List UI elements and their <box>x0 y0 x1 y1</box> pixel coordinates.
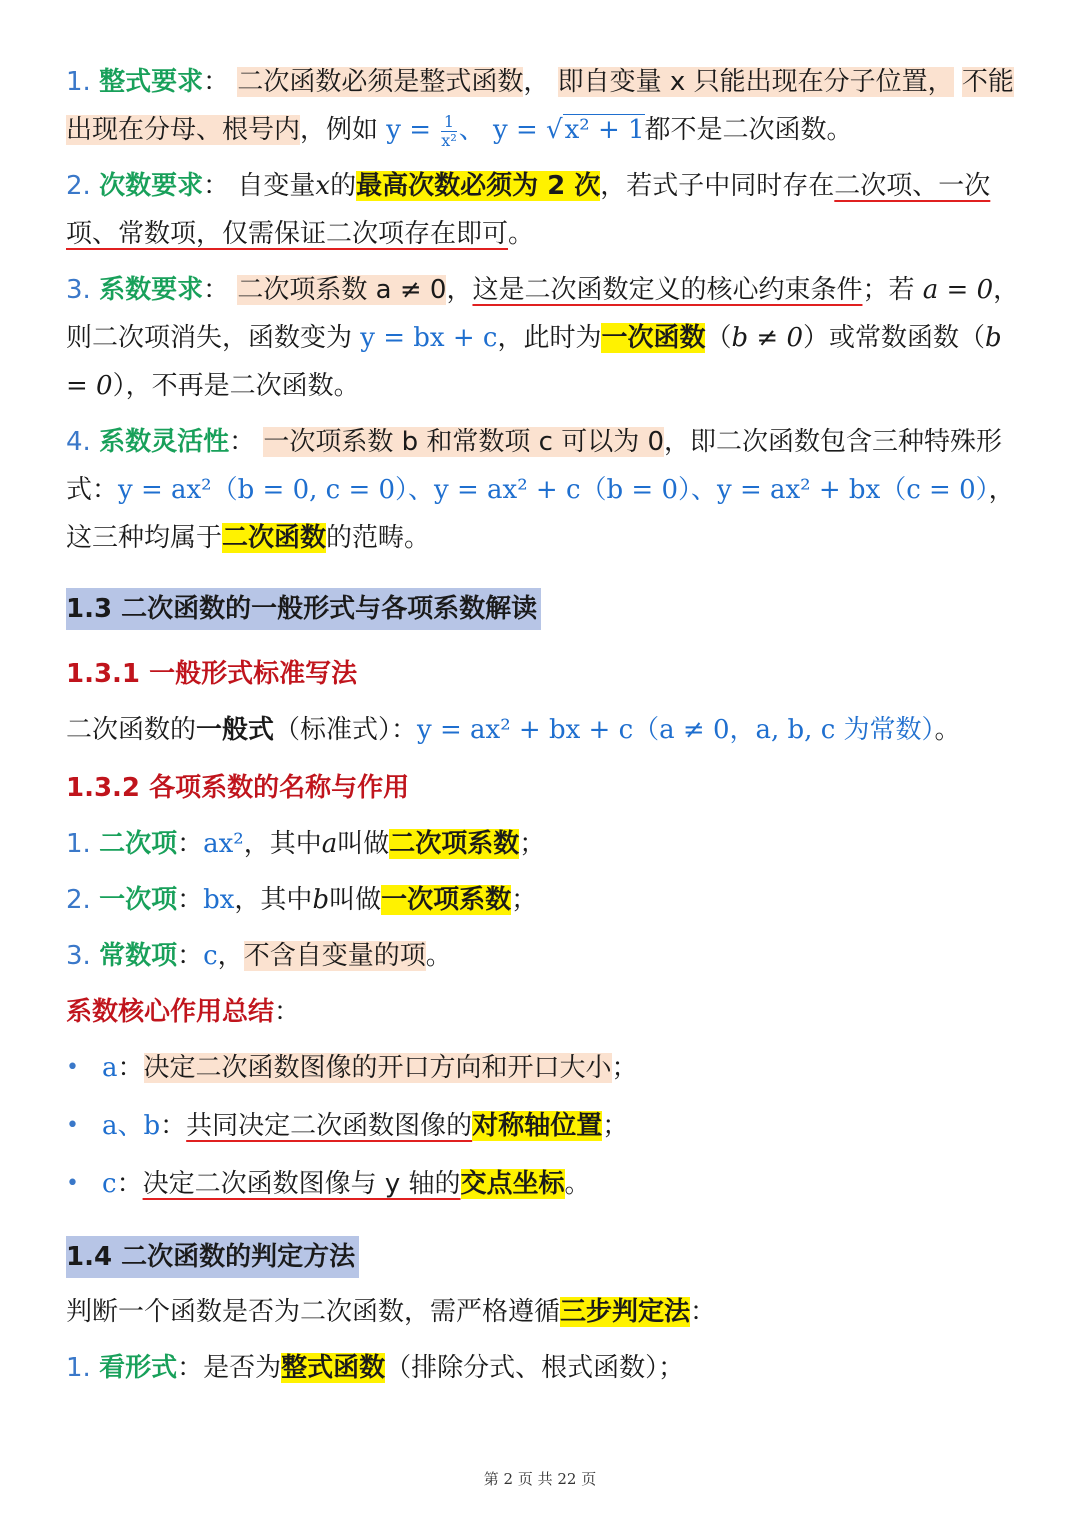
math-expression: y = ax²（b = 0, c = 0）、y = ax² + c（b = 0）、y = ax² + bx（c = 0） <box>118 475 989 505</box>
list-item: • c：决定二次函数图像与 y 轴的交点坐标。 <box>66 1160 1026 1208</box>
underlined-text: 二次项、一次项、常数项，仅需保证二次项存在即可 <box>66 171 991 249</box>
math-expression: y = $\frac{1}{\text{x²}}$ <box>386 111 457 150</box>
bullet-icon: • <box>66 1113 79 1138</box>
math-expression: y = √x² + 1 <box>493 115 645 145</box>
item-title: 次数要求 <box>99 171 204 201</box>
math-expression: y = ax² + bx + c（a ≠ 0，a, b, c 为常数） <box>417 715 935 745</box>
list-item: • a、b：共同决定二次函数图像的对称轴位置； <box>66 1102 1026 1150</box>
item-title: 系数灵活性 <box>99 427 230 457</box>
item-coefficient-flexibility: 4. 系数灵活性： 一次项系数 b 和常数项 c 可以为 0，即二次函数包含三种特殊形式：y = ax²（b = 0, c = 0）、y = ax² + c（b = 0）、y = ax² + bx（c = 0），这三种均属于二次函数的范畴。 <box>66 427 1015 553</box>
underlined-text: 共同决定二次函数图像的 <box>186 1111 473 1141</box>
highlight-text: 不含自变量的项 <box>243 941 426 971</box>
item-integer-requirement: 1. 整式要求： 二次函数必须是整式函数， 即自变量 x 只能出现在分子位置， 不能出现在分母、根号内，例如 y = $\frac{1}{\text{x²}}$ 、 y = √x² + 1都不是二次函数。 <box>66 67 1014 150</box>
item-coefficient-requirement: 3. 系数要求： 二次项系数 a ≠ 0，这是二次函数定义的核心约束条件；若 a = 0，则二次项消失，函数变为 y = bx + c，此时为一次函数（b ≠ 0）或常数函数（b = 0），不再是二次函数。 <box>66 275 1020 401</box>
subsection-heading-1-3-2: 1.3.2 各项系数的名称与作用 <box>66 773 410 803</box>
highlight-text: 决定二次函数图像的开口方向和开口大小 <box>143 1053 612 1083</box>
item-number: 1. <box>66 67 91 97</box>
highlight-text: 整式函数 <box>281 1353 386 1383</box>
highlight-text: 一次项系数 <box>381 885 512 915</box>
summary-heading: 系数核心作用总结： <box>66 997 301 1027</box>
subsection-heading-1-3-1: 1.3.1 一般形式标准写法 <box>66 659 358 689</box>
item-title: 一次项 <box>99 885 178 915</box>
highlight-text: 对称轴位置 <box>472 1111 603 1141</box>
item-number: 2. <box>66 171 91 201</box>
general-form-paragraph: 二次函数的一般式（标准式）：y = ax² + bx + c（a ≠ 0，a, b, c 为常数）。 <box>66 715 961 745</box>
item-number: 4. <box>66 427 91 457</box>
bullet-icon: • <box>66 1171 79 1196</box>
page-footer: 第 2 页 共 22 页 <box>483 1470 597 1488</box>
highlight-text: 最高次数必须为 2 次 <box>356 171 601 201</box>
highlight-text: 即自变量 x 只能出现在分子位置， <box>557 67 954 97</box>
highlight-text: 一次项系数 b 和常数项 c 可以为 0 <box>263 427 665 457</box>
term-linear: 2. 一次项：bx，其中b叫做一次项系数； <box>66 885 538 915</box>
list-item: • a：决定二次函数图像的开口方向和开口大小； <box>66 1044 1026 1092</box>
underlined-text: 这是二次函数定义的核心约束条件 <box>472 275 863 305</box>
item-title: 看形式 <box>99 1353 178 1383</box>
item-number: 3. <box>66 275 91 305</box>
fraction: $\frac{1}{\text{x²}}$ <box>441 111 457 150</box>
judgement-step-1: 1. 看形式：是否为整式函数（排除分式、根式函数）； <box>66 1353 685 1383</box>
judgement-intro: 判断一个函数是否为二次函数，需严格遵循三步判定法： <box>66 1297 717 1327</box>
highlight-text: 不能出现在分母、根号内 <box>66 67 1014 145</box>
term-constant: 3. 常数项：c，不含自变量的项。 <box>66 941 452 971</box>
item-title: 系数要求 <box>99 275 204 305</box>
item-title: 二次项 <box>99 829 178 859</box>
item-title: 整式要求 <box>99 67 204 97</box>
item-title: 常数项 <box>99 941 178 971</box>
highlight-text: 交点坐标 <box>460 1169 565 1199</box>
highlight-text: 二次项系数 <box>389 829 520 859</box>
highlight-text: 一次函数 <box>601 323 706 353</box>
highlight-text: 二次项系数 a ≠ 0 <box>237 275 447 305</box>
highlight-text: 二次函数必须是整式函数 <box>237 67 524 97</box>
section-heading-1-4: 1.4 二次函数的判定方法 <box>66 1236 359 1278</box>
highlight-text: 二次函数 <box>222 523 327 553</box>
underlined-text: 决定二次函数图像与 y 轴的 <box>142 1169 461 1199</box>
term-quadratic: 1. 二次项：ax²，其中a叫做二次项系数； <box>66 829 546 859</box>
bullet-icon: • <box>66 1055 79 1080</box>
document-page <box>66 58 1026 1400</box>
section-heading-1-3: 1.3 二次函数的一般形式与各项系数解读 <box>66 588 541 630</box>
item-degree-requirement: 2. 次数要求： 自变量x的最高次数必须为 2 次，若式子中同时存在二次项、一次项、常数项，仅需保证二次项存在即可。 <box>66 171 991 249</box>
highlight-text: 三步判定法 <box>560 1297 691 1327</box>
